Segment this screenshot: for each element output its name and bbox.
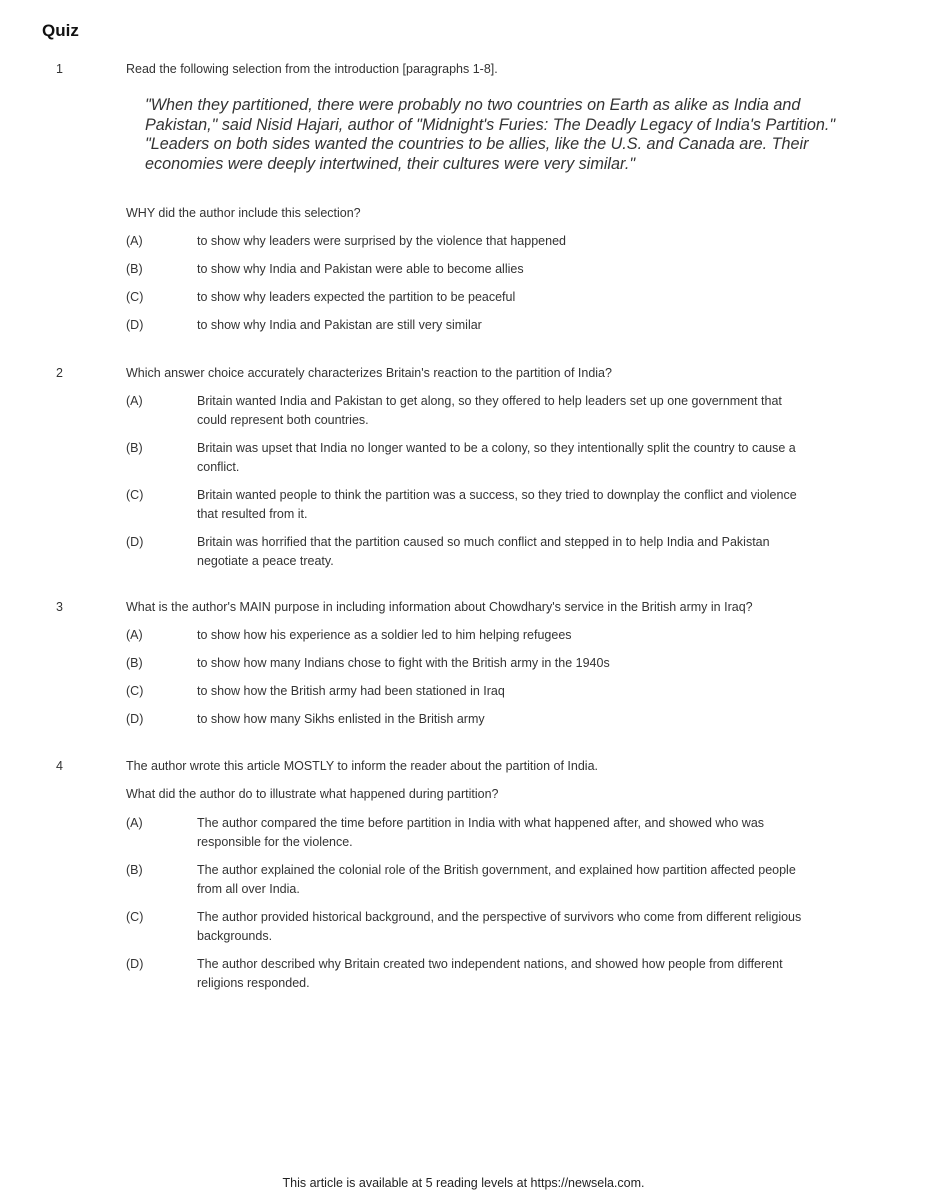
choice-text: to show why leaders were surprised by the violence that happened — [197, 234, 566, 248]
choice-text: Britain was upset that India no longer wanted to be a colony, so they intentionally split the country to cause a conflict. — [197, 441, 796, 474]
question-4 — [0, 757, 927, 997]
choice-letter: (A) — [126, 234, 143, 248]
question-number: 1 — [56, 62, 63, 76]
question-prompt: What is the author's MAIN purpose in including information about Chowdhary's service in the British army in Iraq? — [126, 600, 753, 614]
question-2 — [0, 364, 927, 574]
choice-text: to show why India and Pakistan were able to become allies — [197, 262, 524, 276]
choice-text: The author provided historical background, and the perspective of survivors who come from different religious backgrounds. — [197, 910, 802, 943]
question-prompt: WHY did the author include this selection? — [126, 206, 361, 220]
question-prompt: What did the author do to illustrate what happened during partition? — [126, 787, 499, 801]
choice-text: to show why India and Pakistan are still very similar — [197, 318, 482, 332]
choice-text: to show why leaders expected the partition to be peaceful — [197, 290, 516, 304]
choice-letter: (D) — [126, 535, 144, 549]
choice-letter: (C) — [126, 684, 144, 698]
choice-letter: (C) — [126, 910, 144, 924]
choice-letter: (B) — [126, 262, 143, 276]
question-number: 4 — [56, 759, 63, 773]
choice-text: The author described why Britain created two independent nations, and showed how people from different religions responded. — [197, 957, 783, 990]
choice-letter: (D) — [126, 318, 144, 332]
choice-text: Britain wanted India and Pakistan to get along, so they offered to help leaders set up one government that could represent both countries. — [197, 394, 782, 427]
choice-letter: (A) — [126, 394, 143, 408]
quoted-selection: "When they partitioned, there were probably no two countries on Earth as alike as India and Pakistan," said Nisid Hajari, author of "Midnight's Furies: The Deadly Legacy of India's Partition." "Leaders on both sides wanted the countries to be allies, like the U.S. and Canada are. Their economies were deeply intertwined, their cultures were very similar." — [145, 96, 836, 174]
choice-text: to show how his experience as a soldier led to him helping refugees — [197, 628, 572, 642]
question-1 — [0, 60, 927, 340]
choice-text: to show how the British army had been stationed in Iraq — [197, 684, 505, 698]
choice-letter: (B) — [126, 863, 143, 877]
question-3 — [0, 598, 927, 738]
choice-letter: (A) — [126, 816, 143, 830]
page-footer: This article is available at 5 reading levels at https://newsela.com. — [282, 1176, 645, 1190]
question-prompt: Which answer choice accurately characterizes Britain's reaction to the partition of India? — [126, 366, 612, 380]
choice-letter: (C) — [126, 290, 144, 304]
question-number: 3 — [56, 600, 63, 614]
choice-text: to show how many Sikhs enlisted in the British army — [197, 712, 485, 726]
choice-letter: (D) — [126, 957, 144, 971]
choice-letter: (B) — [126, 656, 143, 670]
choice-letter: (A) — [126, 628, 143, 642]
question-intro: The author wrote this article MOSTLY to inform the reader about the partition of India. — [126, 759, 599, 773]
choice-letter: (D) — [126, 712, 144, 726]
choice-text: to show how many Indians chose to fight with the British army in the 1940s — [197, 656, 610, 670]
choice-letter: (B) — [126, 441, 143, 455]
choice-text: Britain was horrified that the partition caused so much conflict and stepped in to help India and Pakistan negotiate a peace treaty. — [197, 535, 770, 568]
page-title: Quiz — [42, 21, 79, 40]
choice-text: The author explained the colonial role of the British government, and explained how partition affected people from all over India. — [197, 863, 796, 896]
choice-text: Britain wanted people to think the partition was a success, so they tried to downplay the conflict and violence that resulted from it. — [197, 488, 797, 521]
question-intro: Read the following selection from the introduction [paragraphs 1-8]. — [126, 62, 498, 76]
choice-text: The author compared the time before partition in India with what happened after, and showed who was responsible for the violence. — [197, 816, 765, 849]
choice-letter: (C) — [126, 488, 144, 502]
question-number: 2 — [56, 366, 63, 380]
